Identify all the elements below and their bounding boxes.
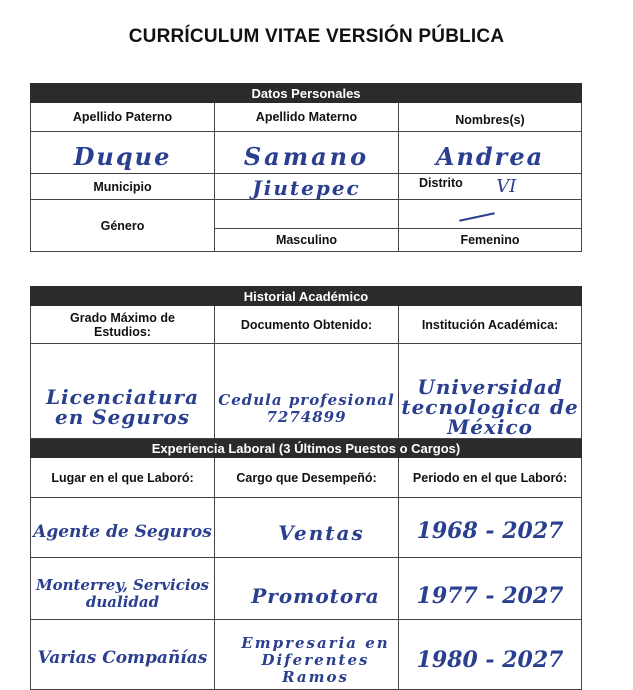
academic-header: Historial Académico bbox=[31, 287, 582, 306]
experience-header: Experiencia Laboral (3 Últimos Puestos o Cargos) bbox=[31, 439, 582, 458]
distrito-value: VI bbox=[496, 176, 517, 197]
genero-label: Género bbox=[31, 200, 215, 252]
cargo-value: Ventas bbox=[215, 498, 399, 558]
col-apellido-materno: Apellido Materno bbox=[215, 103, 399, 132]
periodo-value: 1977 - 2027 bbox=[399, 558, 582, 620]
col-grado: Grado Máximo de Estudios: bbox=[31, 306, 215, 344]
femenino-box bbox=[399, 200, 582, 229]
periodo-value: 1980 - 2027 bbox=[399, 620, 582, 690]
col-institucion: Institución Académica: bbox=[399, 306, 582, 344]
page-title: CURRÍCULUM VITAE VERSIÓN PÚBLICA bbox=[128, 26, 505, 47]
col-nombres: Nombres(s) bbox=[399, 103, 582, 132]
table-row bbox=[31, 620, 582, 690]
personal-header: Datos Personales bbox=[31, 84, 582, 103]
periodo-value: 1968 - 2027 bbox=[399, 498, 582, 558]
cargo-value: Empresaria en Diferentes Ramos bbox=[215, 620, 399, 690]
apellido-paterno-value: Duque bbox=[31, 132, 215, 174]
documento-value: Cedula profesional 7274899 bbox=[215, 344, 399, 439]
col-lugar: Lugar en el que Laboró: bbox=[31, 458, 215, 498]
lugar-value: Varias Compañías bbox=[31, 620, 215, 690]
academic-experience-table bbox=[30, 286, 582, 690]
femenino-label: Femenino bbox=[399, 229, 582, 252]
col-cargo: Cargo que Desempeñó: bbox=[215, 458, 399, 498]
masculino-box bbox=[215, 200, 399, 229]
municipio-label: Municipio bbox=[31, 174, 215, 200]
municipio-value: Jiutepec bbox=[215, 174, 399, 200]
col-apellido-paterno: Apellido Paterno bbox=[31, 103, 215, 132]
personal-data-table bbox=[30, 83, 582, 252]
table-row bbox=[31, 558, 582, 620]
masculino-label: Masculino bbox=[215, 229, 399, 252]
distrito-label: Distrito bbox=[419, 176, 463, 190]
apellido-materno-value: Samano bbox=[215, 132, 399, 174]
femenino-checkmark-icon bbox=[459, 212, 495, 221]
grado-value: Licenciatura en Seguros bbox=[31, 344, 215, 439]
table-row bbox=[31, 498, 582, 558]
lugar-value: Monterrey, Servicios dualidad bbox=[31, 558, 215, 620]
nombres-value: Andrea bbox=[399, 132, 582, 174]
col-documento: Documento Obtenido: bbox=[215, 306, 399, 344]
cargo-value: Promotora bbox=[215, 558, 399, 620]
lugar-value: Agente de Seguros bbox=[31, 498, 215, 558]
col-periodo: Periodo en el que Laboró: bbox=[399, 458, 582, 498]
distrito-cell bbox=[399, 174, 582, 200]
institucion-value: Universidad tecnologica de México bbox=[399, 344, 582, 439]
